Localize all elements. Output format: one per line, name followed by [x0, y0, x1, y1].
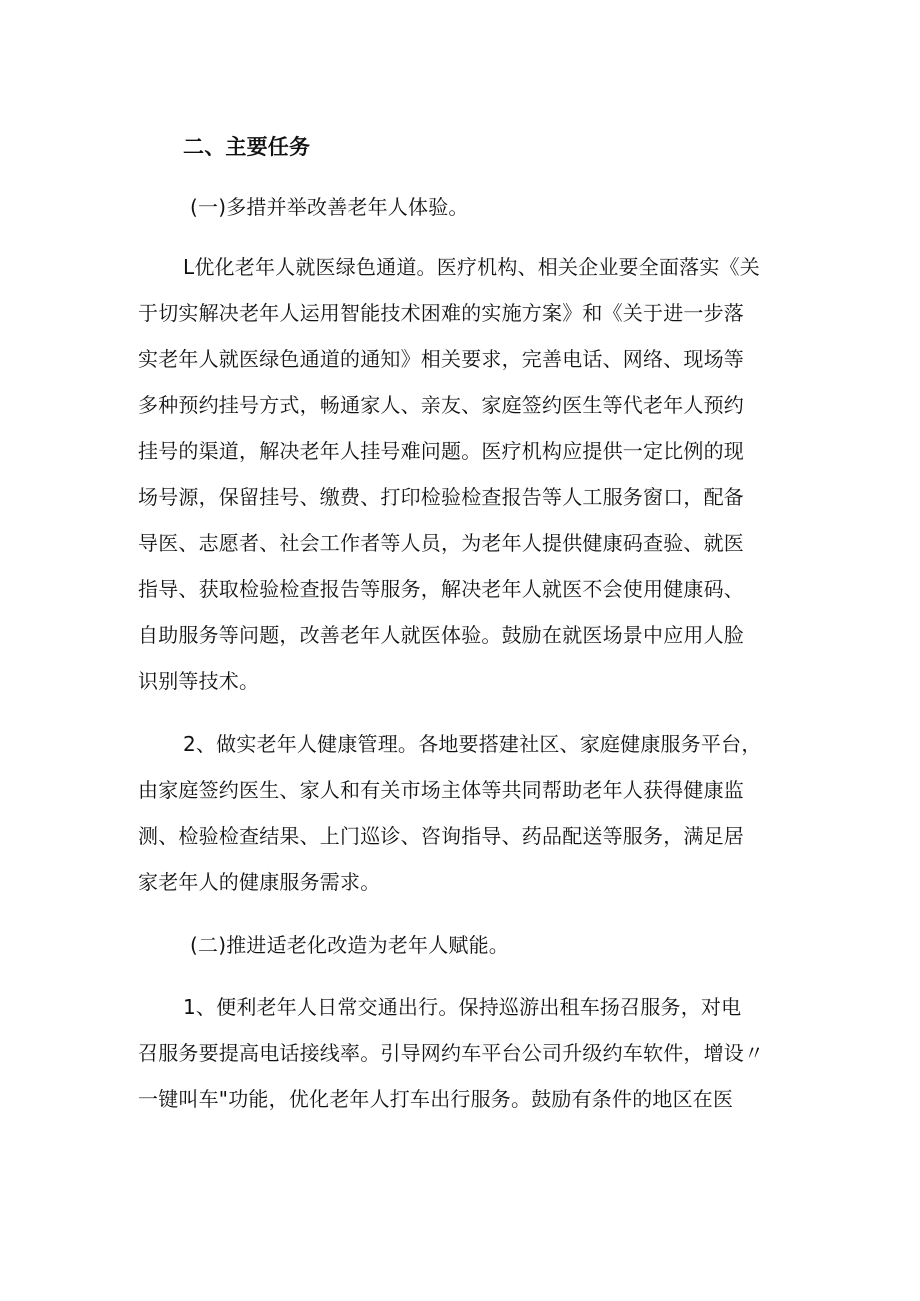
subsection-title-1: (一)多措并举改善老年人体验。: [190, 195, 469, 219]
paragraph-1-line-7: 导医、志愿者、社会工作者等人员，为老年人提供健康码查验、就医: [138, 531, 744, 555]
paragraph-1-line-8: 指导、获取检验检查报告等服务，解决老年人就医不会使用健康码、: [138, 577, 744, 601]
paragraph-1-line-5: 挂号的渠道，解决老年人挂号难问题。医疗机构应提供一定比例的现: [138, 439, 744, 463]
paragraph-2-line-1: 2、做实老年人健康管理。各地要搭建社区、家庭健康服务平台，: [183, 732, 762, 756]
paragraph-1-line-4: 多种预约挂号方式，畅通家人、亲友、家庭签约医生等代老年人预约: [138, 393, 744, 417]
subsection-title-2: (二)推进适老化改造为老年人赋能。: [190, 933, 510, 957]
paragraph-1-line-10: 识别等技术。: [138, 669, 260, 693]
paragraph-1-line-9: 自助服务等问题，改善老年人就医体验。鼓励在就医场景中应用人脸: [138, 623, 744, 647]
paragraph-2-line-4: 家老年人的健康服务需求。: [138, 870, 381, 894]
paragraph-1-line-6: 场号源，保留挂号、缴费、打印检验检查报告等人工服务窗口，配备: [138, 485, 744, 509]
paragraph-3-line-2: 召服务要提高电话接线率。引导网约车平台公司升级约车软件，增设〃: [138, 1041, 765, 1065]
paragraph-3-line-1: 1、便利老年人日常交通出行。保持巡游出租车扬召服务，对电: [183, 995, 742, 1019]
section-heading: 二、主要任务: [183, 135, 311, 159]
paragraph-2-line-2: 由家庭签约医生、家人和有关市场主体等共同帮助老年人获得健康监: [138, 778, 744, 802]
paragraph-1-line-2: 于切实解决老年人运用智能技术困难的实施方案》和《关于进一步落: [138, 301, 744, 325]
paragraph-3-line-3: 一键叫车"功能，优化老年人打车出行服务。鼓励有条件的地区在医: [138, 1087, 734, 1111]
paragraph-2-line-3: 测、检验检查结果、上门巡诊、咨询指导、药品配送等服务，满足居: [138, 824, 744, 848]
paragraph-1-line-3: 实老年人就医绿色通道的通知》相关要求，完善电话、网络、现场等: [138, 347, 744, 371]
paragraph-1-line-1: L优化老年人就医绿色通道。医疗机构、相关企业要全面落实《关: [183, 255, 760, 279]
